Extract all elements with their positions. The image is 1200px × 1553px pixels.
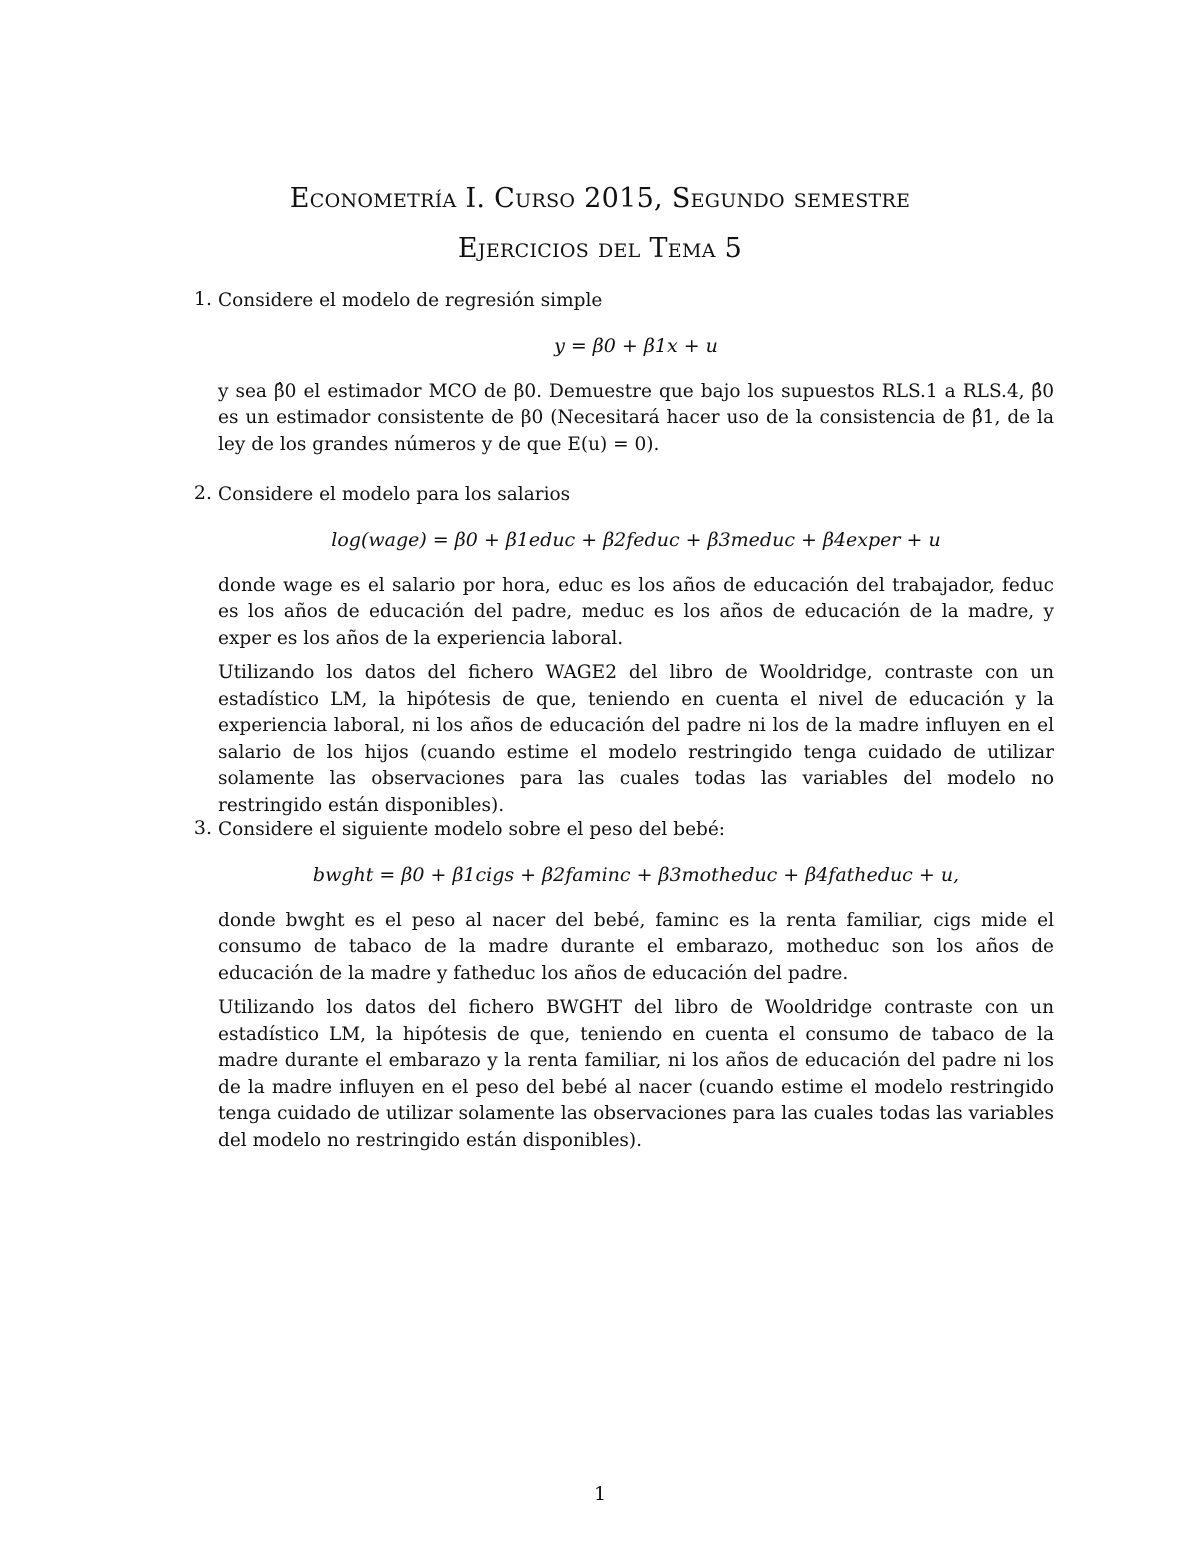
equation: bwght = β0 + β1cigs + β2faminc + β3motheduc + β4fatheduc + u, — [312, 863, 960, 886]
exercise-paragraph: donde wage es el salario por hora, educ es los años de educación del trabajador, feduc es los años de educación del padre, meduc es los años de educación de la madre, y exper es los años de la experiencia laboral. — [218, 574, 1054, 649]
document-title: Econometría I. Curso 2015, Segundo semestre — [289, 183, 911, 214]
exercise-paragraph: y sea β̂0 el estimador MCO de β0. Demuestre que bajo los supuestos RLS.1 a RLS.4, β̂0 es un estimador consistente de β0 (Necesitará hacer uso de la consistencia de β̂1, de la ley de los grandes números y de que E(u) = 0). — [218, 380, 1054, 455]
page-number: 1 — [593, 1483, 607, 1505]
exercise-intro: Considere el modelo de regresión simple — [218, 290, 603, 311]
exercise-paragraph: donde bwght es el peso al nacer del bebé, faminc es la renta familiar, cigs mide el consumo de tabaco de la madre durante el embarazo, motheduc son los años de educación de la madre y fatheduc los años de educación del padre. — [218, 909, 1054, 984]
equation: log(wage) = β0 + β1educ + β2feduc + β3meduc + β4exper + u — [331, 528, 941, 551]
exercise-paragraph: Utilizando los datos del fichero WAGE2 del libro de Wooldridge, contraste con un estadístico LM, la hipótesis de que, teniendo en cuenta el nivel de educación y la experiencia laboral, ni los años de educación del padre ni los de la madre influyen en el salario de los hijos (cuando estime el modelo restringido tenga cuidado de utilizar solamente las observaciones para las cuales todas las variables del modelo no restringido están disponibles). — [218, 662, 1054, 816]
exercise-intro: Considere el siguiente modelo sobre el peso del bebé: — [218, 819, 726, 840]
equation: y = β0 + β1x + u — [554, 334, 718, 357]
document-subtitle: Ejercicios del Tema 5 — [457, 233, 743, 264]
exercise-number: 1. — [193, 288, 212, 310]
exercise-intro: Considere el modelo para los salarios — [218, 484, 571, 505]
exercise-number: 2. — [193, 482, 212, 504]
exercise-paragraph: Utilizando los datos del fichero BWGHT del libro de Wooldridge contraste con un estadístico LM, la hipótesis de que, teniendo en cuenta el consumo de tabaco de la madre durante el embarazo y la renta familiar, ni los años de educación del padre ni los de la madre influyen en el peso del bebé al nacer (cuando estime el modelo restringido tenga cuidado de utilizar solamente las observaciones para las cuales todas las variables del modelo no restringido están disponibles). — [218, 997, 1054, 1151]
exercise-number: 3. — [193, 817, 212, 839]
